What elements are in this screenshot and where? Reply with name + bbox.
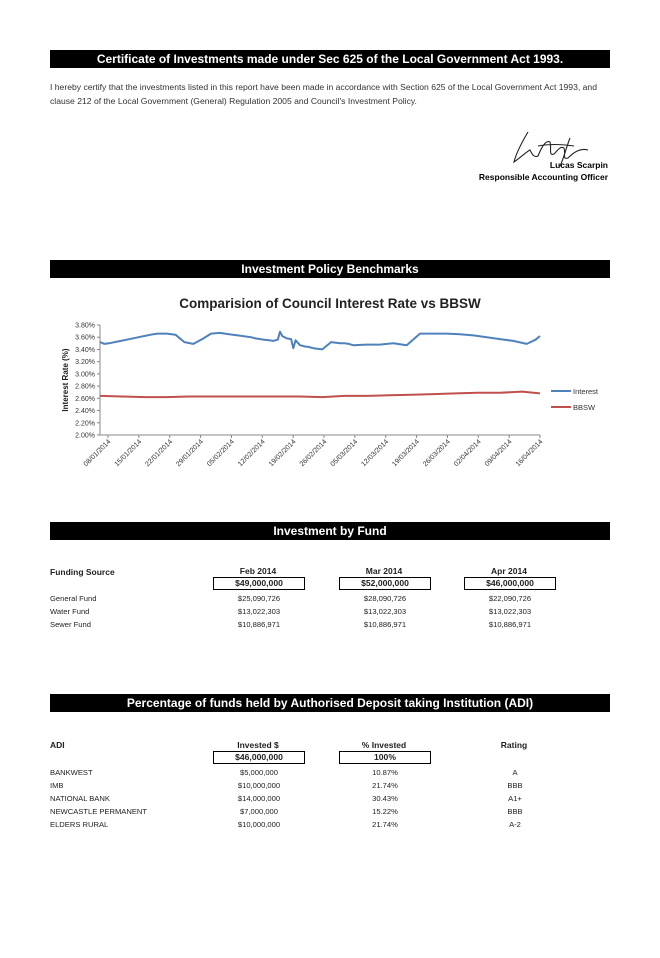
adi-title: Percentage of funds held by Authorised Deposit taking Institution (ADI): [50, 694, 610, 712]
funding-source-header: Funding Source: [50, 567, 115, 577]
fund-value: $28,090,726: [363, 594, 407, 603]
fund-name: Sewer Fund: [50, 620, 91, 629]
adi-pct: 21.74%: [372, 781, 398, 790]
month-header: Feb 2014: [239, 566, 277, 576]
x-tick-label: 12/02/2014: [236, 438, 267, 469]
invested-total: $46,000,000: [213, 751, 305, 764]
adi-invested: $14,000,000: [237, 794, 281, 803]
by-fund-title: Investment by Fund: [50, 522, 610, 540]
y-tick-label: 2.20%: [75, 420, 95, 428]
y-tick-label: 3.80%: [75, 322, 95, 330]
adi-pct: 15.22%: [372, 807, 398, 816]
y-tick-label: 2.80%: [75, 383, 95, 391]
x-tick-label: 05/02/2014: [206, 438, 236, 469]
month-header: Mar 2014: [365, 566, 403, 576]
fund-value: $22,090,726: [488, 594, 532, 603]
adi-invested: $7,000,000: [239, 807, 278, 816]
x-tick-label: 15/01/2014: [113, 438, 144, 469]
adi-name: IMB: [50, 781, 64, 790]
fund-value: $10,886,971: [237, 620, 281, 629]
x-tick-label: 29/01/2014: [175, 438, 205, 469]
pct-header: % Invested: [361, 740, 407, 750]
adi-name: NATIONAL BANK: [50, 794, 110, 803]
x-tick-label: 16/04/2014: [514, 438, 545, 469]
interest-chart: [0, 310, 660, 500]
fund-name: Water Fund: [50, 607, 90, 616]
adi-name: BANKWEST: [50, 768, 93, 777]
fund-value: $10,886,971: [488, 620, 532, 629]
adi-pct: 21.74%: [372, 820, 398, 829]
month-total: $52,000,000: [339, 577, 431, 590]
benchmarks-title: Investment Policy Benchmarks: [50, 260, 610, 278]
y-tick-label: 2.00%: [75, 432, 95, 440]
invested-header: Invested $: [237, 740, 279, 750]
month-header: Apr 2014: [491, 566, 527, 576]
legend-label: Interest: [573, 387, 599, 396]
adi-name: NEWCASTLE PERMANENT: [50, 807, 148, 816]
x-tick-label: 08/01/2014: [82, 438, 113, 469]
adi-invested: $10,000,000: [237, 820, 281, 829]
chart-title: Comparision of Council Interest Rate vs BBSW: [179, 296, 481, 311]
series-line-interest: [100, 332, 540, 350]
signatory-name: Lucas Scarpin: [549, 160, 608, 170]
x-tick-label: 26/02/2014: [298, 438, 329, 469]
x-tick-label: 26/03/2014: [422, 438, 452, 469]
x-tick-label: 19/03/2014: [391, 438, 421, 469]
legend-label: BBSW: [573, 403, 596, 412]
fund-value: $25,090,726: [237, 594, 281, 603]
fund-value: $13,022,303: [363, 607, 407, 616]
y-tick-label: 3.60%: [75, 334, 95, 342]
y-tick-label: 3.00%: [75, 371, 95, 379]
y-tick-label: 2.60%: [75, 395, 95, 403]
x-tick-label: 02/04/2014: [452, 438, 483, 469]
y-axis-label: Interest Rate (%): [61, 348, 70, 412]
series-line-bbsw: [100, 392, 540, 398]
adi-pct: 30.43%: [372, 794, 398, 803]
month-total: $46,000,000: [464, 577, 556, 590]
certificate-text: I hereby certify that the investments listed in this report have been made in accordance with Section 625 of the Local Government Act 1993, and clause 212 of the Local Government (General) Regulation 2005 and Council's Investment Policy.: [50, 82, 597, 106]
adi-rating: A-2: [509, 820, 521, 829]
pct-total: 100%: [339, 751, 431, 764]
adi-rating: A: [512, 768, 518, 777]
adi-name: ELDERS RURAL: [50, 820, 109, 829]
y-tick-label: 2.40%: [75, 408, 95, 416]
x-tick-label: 05/03/2014: [329, 438, 360, 469]
adi-invested: $5,000,000: [239, 768, 278, 777]
adi-header: ADI: [50, 740, 65, 750]
fund-value: $13,022,303: [488, 607, 532, 616]
x-tick-label: 22/01/2014: [144, 438, 175, 469]
month-total: $49,000,000: [213, 577, 305, 590]
certificate-title: Certificate of Investments made under Sec 625 of the Local Government Act 1993.: [50, 50, 610, 68]
fund-value: $10,886,971: [363, 620, 407, 629]
signatory-role: Responsible Accounting Officer: [478, 172, 608, 182]
x-tick-label: 09/04/2014: [483, 438, 514, 469]
adi-rating: BBB: [507, 781, 523, 790]
rating-header: Rating: [500, 740, 528, 750]
adi-pct: 10.87%: [372, 768, 398, 777]
y-tick-label: 3.40%: [75, 346, 95, 354]
y-tick-label: 3.20%: [75, 359, 95, 367]
fund-name: General Fund: [50, 594, 97, 603]
x-tick-label: 19/02/2014: [267, 438, 298, 469]
adi-rating: BBB: [507, 807, 523, 816]
adi-invested: $10,000,000: [237, 781, 281, 790]
adi-rating: A1+: [508, 794, 522, 803]
fund-value: $13,022,303: [237, 607, 281, 616]
x-tick-label: 12/03/2014: [360, 438, 391, 469]
